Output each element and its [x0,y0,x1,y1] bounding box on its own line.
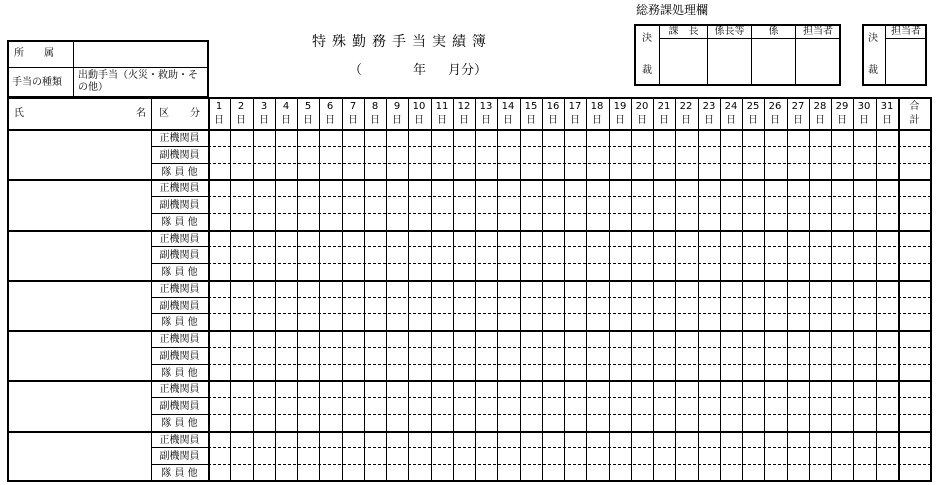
day-suffix-11: 日 [437,115,447,126]
day-number-23: 23 [702,101,716,112]
name-header-left: 氏 [14,108,24,119]
row-label-5-1: 正機関員 [159,334,200,345]
day-number-7: 7 [349,101,357,112]
day-number-19: 19 [613,101,627,112]
day-suffix-18: 日 [592,115,602,126]
day-number-9: 9 [393,101,401,112]
division-header-right: 分 [190,108,200,119]
day-suffix-5: 日 [303,115,313,126]
day-suffix-14: 日 [503,115,513,126]
day-number-2: 2 [237,101,245,112]
day-number-31: 31 [880,101,894,112]
day-suffix-28: 日 [815,115,825,126]
name-cell-3 [9,232,149,278]
approval-col-section-chief: 課 長 [668,26,699,37]
day-number-25: 25 [746,101,760,112]
day-number-16: 16 [546,101,560,112]
day-number-30: 30 [857,101,871,112]
day-suffix-19: 日 [615,115,625,126]
day-number-13: 13 [479,101,493,112]
allowance-type-value: 出動手当（火災・救助・その他） [78,70,198,93]
approval-left-side-bottom: 裁 [642,65,652,76]
approval-right-col-person-in-charge: 担当者 [891,26,921,37]
row-label-1-1: 正機関員 [159,133,200,144]
day-suffix-9: 日 [392,115,402,126]
approval-col-subchief: 係長等 [714,26,745,37]
day-number-24: 24 [724,101,738,112]
day-suffix-2: 日 [236,115,246,126]
division-header-left: 区 [159,108,169,119]
name-cell-5 [9,332,149,378]
row-label-2-2: 副機関員 [159,200,200,211]
day-number-27: 27 [791,101,805,112]
row-label-6-1: 正機関員 [159,384,200,395]
approval-col-person-in-charge: 担当者 [803,26,833,37]
day-number-1: 1 [215,101,223,112]
day-suffix-30: 日 [859,115,869,126]
name-header-right: 名 [136,108,146,119]
day-suffix-21: 日 [659,115,669,126]
day-suffix-15: 日 [526,115,536,126]
day-number-8: 8 [371,101,379,112]
allowance-type-label: 手当の種類 [12,77,62,88]
row-label-4-2: 副機関員 [159,301,200,312]
day-suffix-4: 日 [281,115,291,126]
total-header-top: 合 [909,101,920,112]
day-suffix-22: 日 [681,115,691,126]
row-label-7-1: 正機関員 [159,435,200,446]
name-cell-6 [9,382,149,428]
day-suffix-3: 日 [259,115,269,126]
day-number-26: 26 [768,101,782,112]
day-suffix-17: 日 [570,115,580,126]
total-header-bottom: 計 [909,115,920,126]
day-suffix-23: 日 [704,115,714,126]
name-cell-7 [9,433,149,479]
row-label-2-1: 正機関員 [159,183,200,194]
day-suffix-29: 日 [837,115,847,126]
name-cell-4 [9,282,149,328]
day-number-20: 20 [635,101,649,112]
day-suffix-31: 日 [882,115,892,126]
day-number-3: 3 [260,101,268,112]
day-number-21: 21 [657,101,671,112]
row-label-7-2: 副機関員 [159,451,200,462]
page-title: 特殊勤務手当実績簿 [312,34,492,50]
day-suffix-25: 日 [748,115,758,126]
day-suffix-10: 日 [414,115,424,126]
day-number-29: 29 [835,101,849,112]
day-number-18: 18 [590,101,604,112]
day-number-4: 4 [282,101,290,112]
day-suffix-6: 日 [325,115,335,126]
row-label-5-3: 隊 員 他 [161,368,198,379]
approval-col-staff: 係 [768,26,779,37]
approval-left-side-top: 決 [642,33,652,44]
day-suffix-12: 日 [459,115,469,126]
period-month: 月分） [448,63,488,78]
day-number-17: 17 [568,101,582,112]
day-suffix-8: 日 [370,115,380,126]
row-label-4-1: 正機関員 [159,284,200,295]
day-number-22: 22 [679,101,693,112]
day-number-10: 10 [412,101,426,112]
day-suffix-7: 日 [348,115,358,126]
day-suffix-27: 日 [793,115,803,126]
row-label-3-3: 隊 員 他 [161,267,198,278]
period-open: （ [349,63,363,78]
approval-caption: 総務課処理欄 [636,3,709,17]
day-number-6: 6 [326,101,334,112]
day-suffix-26: 日 [770,115,780,126]
day-suffix-13: 日 [481,115,491,126]
day-number-12: 12 [457,101,471,112]
day-suffix-20: 日 [637,115,647,126]
day-suffix-24: 日 [726,115,736,126]
row-label-6-2: 副機関員 [159,401,200,412]
row-label-1-2: 副機関員 [159,150,200,161]
day-number-11: 11 [435,101,449,112]
row-label-7-3: 隊 員 他 [161,468,198,479]
day-number-5: 5 [304,101,312,112]
name-cell-1 [9,131,149,177]
name-cell-2 [9,181,149,227]
row-label-1-3: 隊 員 他 [161,167,198,178]
day-number-14: 14 [501,101,515,112]
row-label-6-3: 隊 員 他 [161,418,198,429]
row-label-5-2: 副機関員 [159,351,200,362]
day-suffix-1: 日 [214,115,224,126]
row-label-3-2: 副機関員 [159,250,200,261]
approval-right-side-bottom: 裁 [868,65,878,76]
day-number-15: 15 [524,101,538,112]
row-label-3-1: 正機関員 [159,234,200,245]
day-suffix-16: 日 [548,115,558,126]
row-label-2-3: 隊 員 他 [161,217,198,228]
row-label-4-3: 隊 員 他 [161,317,198,328]
day-number-28: 28 [813,101,827,112]
period-year: 年 [413,63,427,78]
approval-right-side-top: 決 [868,33,878,44]
office-label: 所 属 [14,48,54,59]
